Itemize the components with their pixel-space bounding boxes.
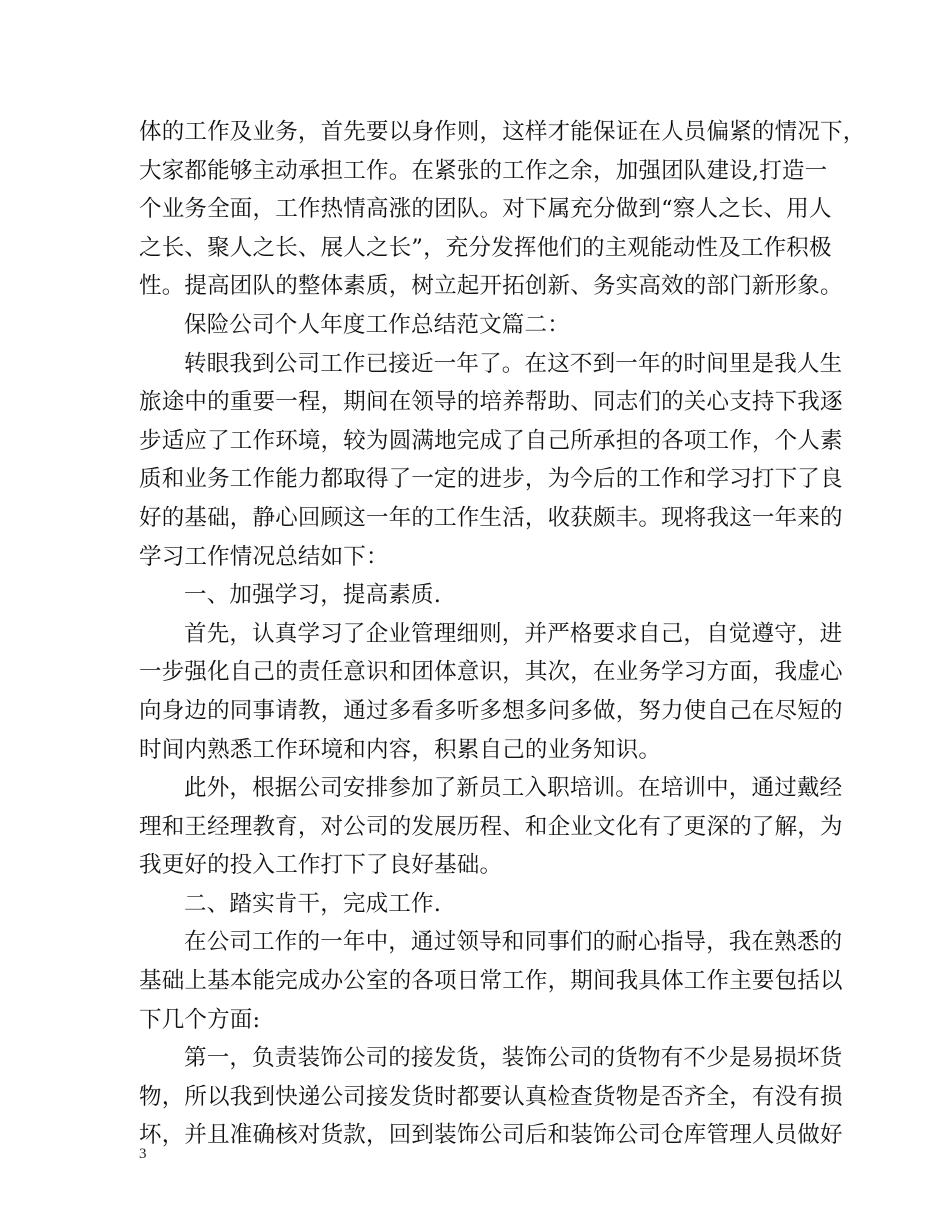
text-line: 第一，负责装饰公司的接发货，装饰公司的货物有不少是易损坏货	[184, 1045, 843, 1072]
text-line: 转眼我到公司工作已接近一年了。在这不到一年的时间里是我人生	[184, 350, 843, 377]
text-line: 首先，认真学习了企业管理细则，并严格要求自己，自觉遵守，进	[184, 620, 843, 647]
text-line: 一、加强学习，提高素质.	[184, 582, 442, 609]
text-line: 此外，根据公司安排参加了新员工入职培训。在培训中，通过戴经	[184, 775, 843, 802]
text-line: 理和王经理教育，对公司的发展历程、和企业文化有了更深的了解，为	[139, 813, 843, 840]
text-line: 我更好的投入工作打下了良好基础。	[139, 852, 503, 879]
text-line: 下几个方面:	[139, 1006, 261, 1033]
text-line: 之长、聚人之长、展人之长”，充分发挥他们的主观能动性及工作积极	[139, 234, 832, 261]
text-line: 个业务全面，工作热情高涨的团队。对下属充分做到“察人之长、用人	[139, 196, 832, 223]
text-line: 在公司工作的一年中，通过领导和同事们的耐心指导，我在熟悉的	[184, 929, 843, 956]
text-line: 性。提高团队的整体素质，树立起开拓创新、务实高效的部门新形象。	[139, 273, 843, 300]
page-number: 3	[139, 1146, 147, 1162]
text-line: 物，所以我到快递公司接发货时都要认真检查货物是否齐全，有没有损	[139, 1083, 843, 1110]
text-line: 学习工作情况总结如下：	[139, 543, 389, 570]
text-line: 体的工作及业务，首先要以身作则，这样才能保证在人员偏紧的情况下，	[139, 119, 866, 145]
text-line: 时间内熟悉工作环境和内容，积累自己的业务知识。	[139, 736, 662, 763]
text-line: 保险公司个人年度工作总结范文篇二：	[184, 311, 570, 338]
text-line: 基础上基本能完成办公室的各项日常工作，期间我具体工作主要包括以	[139, 968, 843, 995]
text-line: 质和业务工作能力都取得了一定的进步，为今后的工作和学习打下了良	[139, 466, 843, 493]
document-body	[139, 113, 866, 1155]
text-line: 步适应了工作环境，较为圆满地完成了自己所承担的各项工作，个人素	[139, 427, 843, 454]
text-line: 向身边的同事请教，通过多看多听多想多问多做，努力使自己在尽短的	[139, 697, 843, 724]
text-line: 坏，并且准确核对货款，回到装饰公司后和装饰公司仓库管理人员做好	[139, 1122, 843, 1149]
text-line: 二、踏实肯干，完成工作.	[184, 890, 442, 917]
text-line: 好的基础，静心回顾这一年的工作生活，收获颇丰。现将我这一年来的	[139, 504, 843, 531]
text-line: 大家都能够主动承担工作。在紧张的工作之余，加强团队建设,打造一	[139, 157, 828, 184]
text-line: 一步强化自己的责任意识和团体意识，其次，在业务学习方面，我虚心	[139, 659, 843, 686]
text-line: 旅途中的重要一程，期间在领导的培养帮助、同志们的关心支持下我逐	[139, 389, 843, 416]
